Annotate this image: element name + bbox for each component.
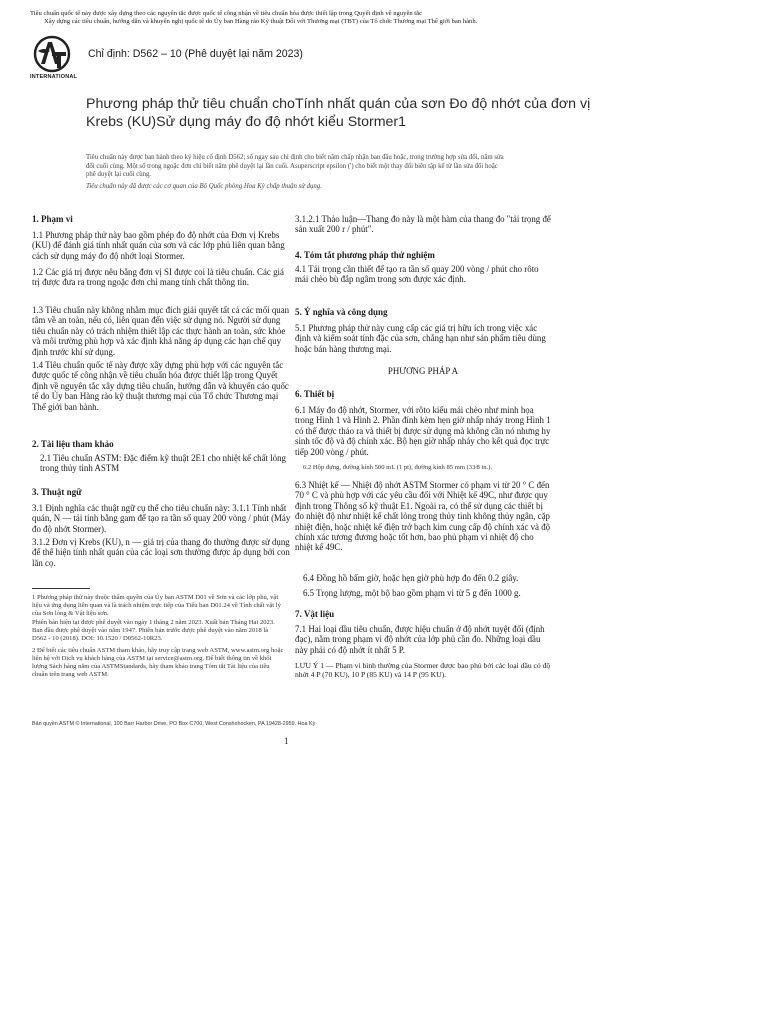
- logo-caption: INTERNATIONAL: [30, 74, 78, 80]
- approval-note: Tiêu chuẩn này đã được các cơ quan của Bộ Quốc phòng Hoa Kỳ chấp thuận sử dụng.: [86, 183, 322, 190]
- para-3-1: 3.1 Định nghĩa các thuật ngữ cụ thể cho tiêu chuẩn này: 3.1.1 Tính nhất quán, N — tải tính bằng gam để tạo ra tần số quay 200 vòng / phút (Máy đo độ nhớt Stormer).: [32, 503, 291, 534]
- para-1-4: 1.4 Tiêu chuẩn quốc tế này được xây dựng phù hợp với các nguyên tắc được quốc tế công nhận về tiêu chuẩn hóa được thiết lập trong Quyết định về nguyên tắc xây dựng tiêu chuẩn, hướng dẫn và khuyến cáo quốc tế do Ủy ban Hàng rào kỹ thuật thương mại của Tổ chức Thương mại Thế giới ban hành.: [32, 360, 289, 412]
- section-1-heading: 1. Phạm vi: [32, 214, 73, 224]
- para-6-2: 6.2 Hộp đựng, đường kính 500 mL (1 pt), đường kính 85 mm (33⁄8 in.).: [303, 464, 493, 471]
- method-heading: PHƯƠNG PHÁP A: [387, 366, 459, 376]
- header-line-2: Xây dựng các tiêu chuẩn, hướng dẫn và khuyến nghị quốc tế do Ủy ban Hàng rào Kỹ thuật Đối với Thương mại (TBT) của Tổ chức Thương mại Thế giới ban hành.: [44, 18, 478, 25]
- astm-logo-icon: [32, 34, 72, 76]
- para-2-1: 2.1 Tiêu chuẩn ASTM: Đặc điểm kỹ thuật 2E1 cho nhiệt kế chất lỏng trong thủy tinh ASTM: [40, 453, 286, 474]
- para-7-1: 7.1 Hai loại dầu tiêu chuẩn, được hiệu chuẩn ở độ nhớt tuyệt đối (định đạc), nằm trong phạm vi độ nhớt của lớp phủ cần đo. Những loại dầu này phải có độ nhớt ít nhất 5 P.: [295, 624, 545, 655]
- para-6-3: 6.3 Nhiệt kế — Nhiệt độ nhớt ASTM Stormer có phạm vi từ 20 ° C đến 70 ° C và phù hợp với các yêu cầu đối với Nhiệt kế 49C, như được quy định trong Thông số kỹ thuật E1. Ngoài ra, có thể sử dụng các thiết bị đo nhiệt độ như nhiệt kế chất lỏng trong thủy tinh không thủy ngân, cặp nhiệt điện, hoặc nhiệt kế điện trở bạch kim cung cấp độ chính xác và độ chính xác tương đương hoặc tốt hơn, bao phủ phạm vi nhiệt độ cho nhiệt kế 49C.: [295, 480, 551, 553]
- section-5-heading: 5. Ý nghĩa và công dụng: [295, 307, 388, 317]
- para-6-4: 6.4 Đồng hồ bấm giờ, hoặc hẹn giờ phù hợp đo đến 0.2 giây.: [303, 573, 519, 583]
- section-7-heading: 7. Vật liệu: [295, 609, 335, 619]
- section-6-heading: 6. Thiết bị: [295, 389, 335, 399]
- footnote-divider: [32, 588, 90, 589]
- para-6-1: 6.1 Máy đo độ nhớt, Stormer, với rôto kiểu mái chèo như minh họa trong Hình 1 và Hình 2. Phần đính kèm hẹn giờ nhấp nháy trong Hình 1 có thể được tháo ra và thiết bị được sử dụng mà không cần nó nhưng hy sinh tốc độ và độ chính xác. Bộ hẹn giờ nhấp nháy cho kết quả đọc trực tiếp 200 vòng / phút.: [295, 405, 551, 457]
- para-1-3: 1.3 Tiêu chuẩn này không nhằm mục đích giải quyết tất cả các mối quan tâm về an toàn, nếu có, liên quan đến việc sử dụng nó. Người sử dụng tiêu chuẩn này có trách nhiệm thiết lập các thực hành an toàn, sức khỏe và môi trường phù hợp và xác định khả năng áp dụng các hạn chế quy định trước khi sử dụng.: [32, 305, 290, 357]
- footnote-approval: Phiên bản hiện tại được phê duyệt vào ngày 1 tháng 2 năm 2023. Xuất bản Tháng Hai 2023. Ban đầu được phê duyệt vào năm 1947. Phiên bản trước được phê duyệt vào năm 2018 là D562 - 10 (2018). DOI: 10.1520 / D0562-10R23.: [32, 619, 275, 643]
- para-6-5: 6.5 Trọng lượng, một bộ bao gồm phạm vi từ 5 g đến 1000 g.: [303, 588, 521, 598]
- footnote-1: 1 Phương pháp thử này thuộc thẩm quyền của Ủy ban ASTM D01 về Sơn và các lớp phủ, vật liệu và ứng dụng liên quan và là trách nhiệm trực tiếp của Tiểu ban D01.24 về Tính chất vật lý của Sơn lỏng & Vật liệu sơn.: [32, 594, 281, 618]
- para-1-2: 1.2 Các giá trị được nêu bằng đơn vị SI được coi là tiêu chuẩn. Các giá trị được đưa ra trong ngoặc đơn chỉ mang tính chất thông tin.: [32, 267, 284, 288]
- note-1: LƯU Ý 1 — Phạm vi bình thường của Stormer được bao phủ bởi các loại dầu có độ nhớt 4 P (70 KU), 10 P (85 KU) và 14 P (95 KU).: [295, 661, 551, 679]
- designation: Chỉ định: D562 – 10 (Phê duyệt lại năm 2023): [88, 48, 303, 60]
- para-5-1: 5.1 Phương pháp thử này cung cấp các giá trị hữu ích trong việc xác định và kiểm soát tính đặc của sơn, chẳng hạn như sản phẩm tiêu dùng hoặc bán hàng thương mại.: [295, 323, 546, 354]
- section-3-heading: 3. Thuật ngữ: [32, 487, 82, 497]
- para-3-1-2: 3.1.2 Đơn vị Krebs (KU), n — giá trị của thang đo thường được sử dụng để thể hiện tính nhất quán của các loại sơn thường được áp dụng bởi con lăn cọ.: [32, 537, 290, 568]
- para-1-1: 1.1 Phương pháp thử này bao gồm phép đo độ nhớt của Đơn vị Krebs (KU) để đánh giá tính nhất quán của sơn và các lớp phủ liên quan bằng cách sử dụng máy đo độ nhớt loại Stormer.: [32, 230, 285, 261]
- para-4-1: 4.1 Tải trọng cần thiết để tạo ra tần số quay 200 vòng / phút cho rôto mái chèo bù đắp ngâm trong sơn được xác định.: [295, 264, 539, 285]
- intro-paragraph: Tiêu chuẩn này được ban hành theo ký hiệu cố định D562; số ngay sau chỉ định cho biết năm chấp nhận ban đầu hoặc, trong trường hợp sửa đổi, năm sửa đổi cuối cùng. Một số trong ngoặc đơn chỉ biết năm phê duyệt lại lần cuối. Asuperscript epsilon (') cho biết một thay đổi biên tập kể từ lần sửa đổi hoặc phê duyệt lại cuối cùng.: [86, 154, 504, 179]
- page-title: Phương pháp thử tiêu chuẩn choTính nhất quán của sơn Đo độ nhớt của đơn vị Krebs (KU)Sử dụng máy đo độ nhớt kiểu Stormer1: [86, 96, 591, 130]
- section-4-heading: 4. Tóm tắt phương pháp thử nghiệm: [295, 250, 435, 260]
- document-header: [30, 10, 750, 26]
- footnote-2: 2 Để biết các tiêu chuẩn ASTM tham khảo, hãy truy cập trang web ASTM, www.astm.org hoặc liên hệ với Dịch vụ khách hàng của ASTM tại service@astm.org. Để biết thông tin về khối lượng Sách hàng năm của ASTMStandards, hãy tham khảo trang Tóm tắt Tài liệu của tiêu chuẩn trên trang web ASTM.: [32, 647, 284, 679]
- page-number: 1: [284, 736, 289, 746]
- header-line-1: Tiêu chuẩn quốc tế này được xây dựng theo các nguyên tắc được quốc tế công nhận về tiêu chuẩn hóa được thiết lập trong Quyết định về nguyên tắc: [30, 10, 422, 17]
- para-3-1-2-1: 3.1.2.1 Thảo luận—Thang đo này là một hàm của thang đo "tải trọng để sản xuất 200 r / phút".: [295, 214, 551, 235]
- copyright: Bản quyền ASTM © International, 100 Barr Harbor Drive, PO Box C700, West Conshohocken, PA 19428-2959. Hoa Kỳ: [32, 721, 316, 727]
- section-2-heading: 2. Tài liệu tham khảo: [32, 439, 114, 449]
